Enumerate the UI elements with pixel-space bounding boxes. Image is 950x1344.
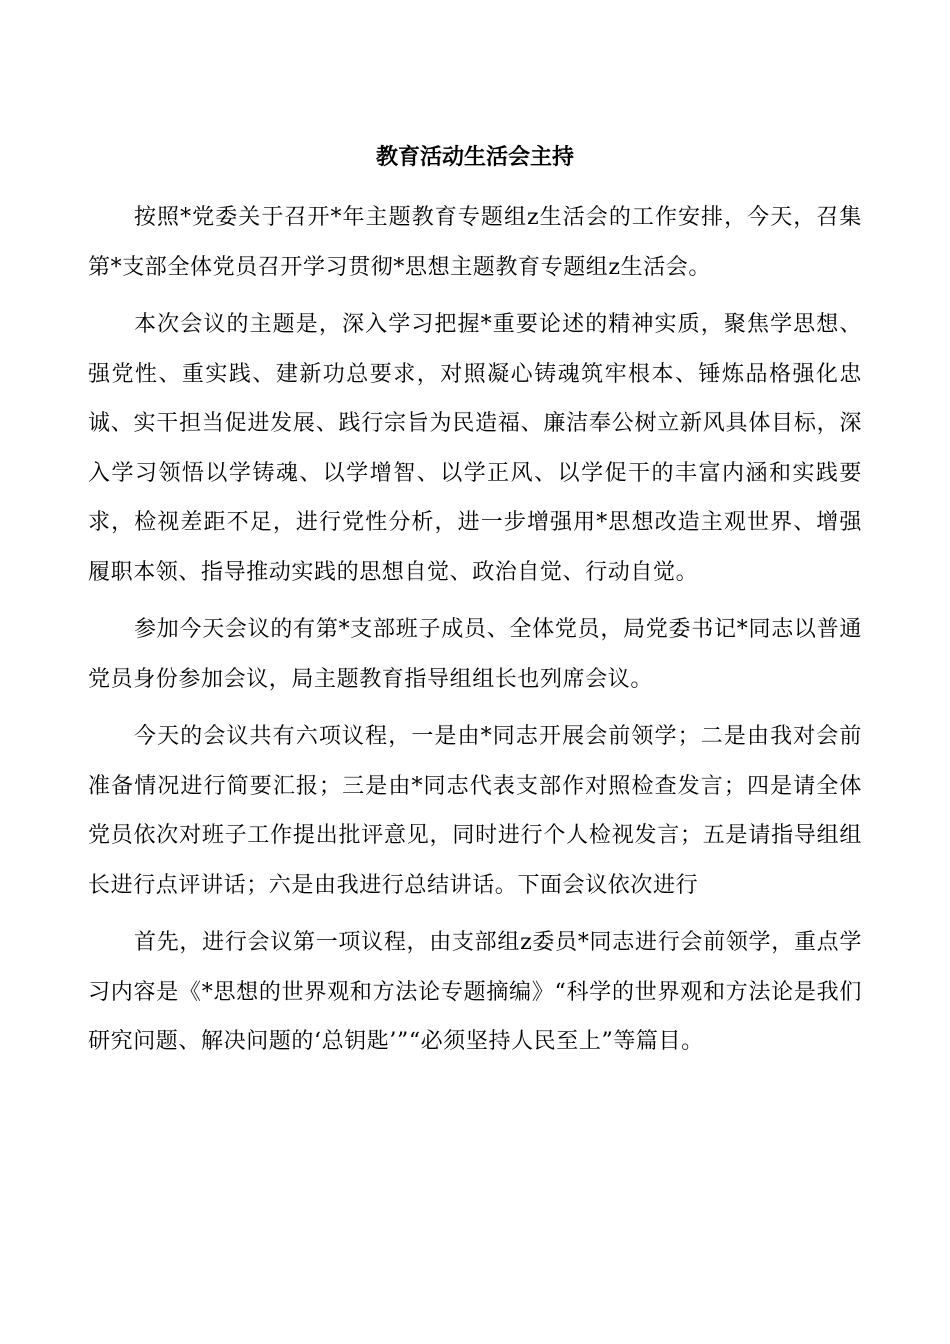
document-title: 教育活动生活会主持 — [375, 144, 574, 170]
paragraph-meeting-arrangement: 按照*党委关于召开*年主题教育专题组z生活会的工作安排，今天，召集第*支部全体党员召开学习贯彻*思想主题教育专题组z生活会。 — [88, 205, 862, 280]
paragraph-meeting-theme: 本次会议的主题是，深入学习把握*重要论述的精神实质，聚焦学思想、强党性、重实践、建新功总要求，对照凝心铸魂筑牢根本、锤炼品格强化忠诚、实干担当促进发展、践行宗旨为民造福、廉洁奉公树立新风具体目标，深入学习领悟以学铸魂、以学增智、以学正风、以学促干的丰富内涵和实践要求，检视差距不足，进行党性分析，进一步增强用*思想改造主观世界、增强履职本领、指导推动实践的思想自觉、政治自觉、行动自觉。 — [88, 312, 862, 585]
paragraph-agenda: 今天的会议共有六项议程，一是由*同志开展会前领学；二是由我对会前准备情况进行简要汇报；三是由*同志代表支部作对照检查发言；四是请全体党员依次对班子工作提出批评意见，同时进行个人检视发言；五是请指导组组长进行点评讲话；六是由我进行总结讲话。下面会议依次进行 — [88, 724, 862, 898]
document-body — [88, 193, 862, 1075]
paragraph-first-item: 首先，进行会议第一项议程，由支部组z委员*同志进行会前领学，重点学习内容是《*思想的世界观和方法论专题摘编》“科学的世界观和方法论是我们研究问题、解决问题的‘总钥匙’”“必须坚持人民至上”等篇目。 — [88, 930, 862, 1054]
paragraph-attendees: 参加今天会议的有第*支部班子成员、全体党员，局党委书记*同志以普通党员身份参加会议，局主题教育指导组组长也列席会议。 — [88, 617, 862, 692]
